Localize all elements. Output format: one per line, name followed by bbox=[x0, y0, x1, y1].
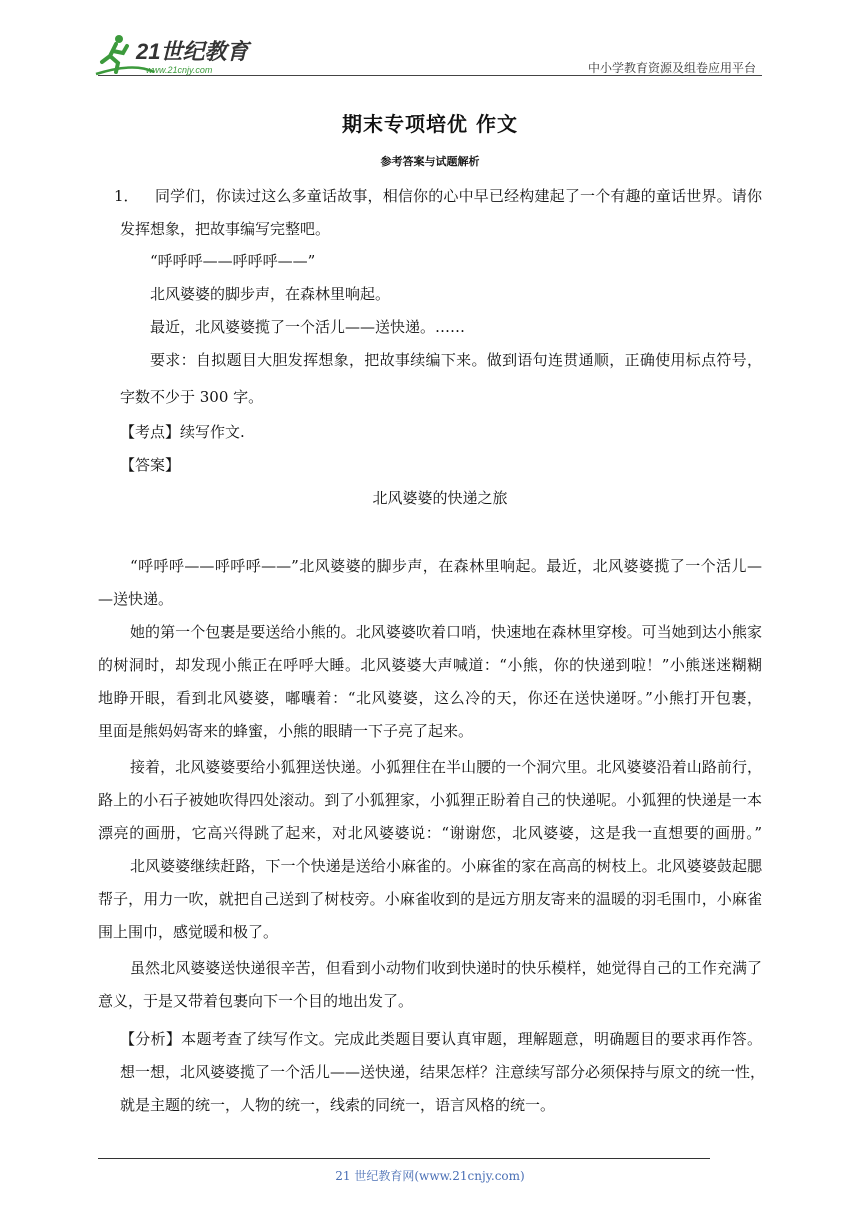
analysis-line bbox=[120, 1029, 762, 1049]
logo-text: 21世纪教育 bbox=[136, 39, 249, 64]
question-line: “呼呼呼——呼呼呼——” bbox=[150, 252, 316, 270]
logo-url: www.21cnjy.com bbox=[146, 65, 213, 75]
essay-line: 意义，于是又带着包裹向下一个目的地出发了。 bbox=[98, 992, 414, 1010]
kaodian-label: 【考点】 bbox=[120, 423, 181, 441]
question-requirement: 要求：自拟题目大胆发挥想象，把故事续编下来。做到语句连贯通顺，正确使用标点符号， bbox=[150, 351, 762, 369]
essay-line: —送快递。 bbox=[98, 590, 174, 608]
answer-label: 【答案】 bbox=[120, 456, 181, 474]
essay-line: 的树洞时，却发现小熊正在呼呼大睡。北风婆婆大声喊道：“小熊，你的快递到啦！”小熊迷迷糊糊 bbox=[98, 656, 762, 674]
essay-line: 帮子，用力一吹，就把自己送到了树枝旁。小麻雀收到的是远方朋友寄来的温暖的羽毛围巾，小麻雀 bbox=[98, 890, 762, 908]
essay-line: 地睁开眼，看到北风婆婆，嘟囔着：“北风婆婆，这么冷的天，你还在送快递呀。”小熊打开包裹， bbox=[98, 689, 762, 707]
question-requirement: 字数不少于 300 字。 bbox=[120, 388, 264, 406]
analysis-label: 【分析】 bbox=[120, 1030, 182, 1048]
analysis-line: 想一想，北风婆婆揽了一个活儿——送快递，结果怎样？注意续写部分必须保持与原文的统一性， bbox=[120, 1063, 766, 1081]
essay-line: 虽然北风婆婆送快递很辛苦，但看到小动物们收到快递时的快乐模样，她觉得自己的工作充满了 bbox=[130, 959, 762, 977]
kaodian-text: 续写作文. bbox=[180, 423, 245, 441]
analysis-text: 本题考查了续写作文。完成此类题目要认真审题，理解题意，明确题目的要求再作答。 bbox=[181, 1030, 762, 1048]
header-platform-name: 中小学教育资源及组卷应用平台 bbox=[587, 61, 756, 75]
essay-line: 路上的小石子被她吹得四处滚动。到了小狐狸家，小狐狸正盼着自己的快递呢。小狐狸的快递是一本 bbox=[98, 791, 762, 809]
footer-divider bbox=[98, 1158, 710, 1159]
essay-line: 她的第一个包裹是要送给小熊的。北风婆婆吹着口哨，快速地在森林里穿梭。可当她到达小熊家 bbox=[130, 623, 762, 641]
essay-line: 围上围巾，感觉暖和极了。 bbox=[98, 923, 279, 941]
question-line: 最近，北风婆婆揽了一个活儿——送快递。…… bbox=[150, 318, 466, 336]
question-number: 1． bbox=[114, 187, 139, 205]
question-line: 发挥想象，把故事编写完整吧。 bbox=[120, 220, 331, 238]
essay-line: 里面是熊妈妈寄来的蜂蜜，小熊的眼睛一下子亮了起来。 bbox=[98, 722, 474, 740]
essay-line: “呼呼呼——呼呼呼——”北风婆婆的脚步声，在森林里响起。最近，北风婆婆揽了一个活儿— bbox=[130, 557, 762, 575]
kaodian-row bbox=[120, 422, 245, 442]
page-subtitle: 参考答案与试题解析 bbox=[380, 155, 480, 168]
analysis-line: 就是主题的统一，人物的统一，线索的同统一，语言风格的统一。 bbox=[120, 1096, 556, 1114]
footer-text: 21 世纪教育网(www.21cnjy.com) bbox=[335, 1169, 525, 1183]
essay-line: 北风婆婆继续赶路，下一个快递是送给小麻雀的。小麻雀的家在高高的树枝上。北风婆婆鼓起腮 bbox=[130, 857, 762, 875]
essay-line: 漂亮的画册，它高兴得跳了起来，对北风婆婆说：“谢谢您，北风婆婆，这是我一直想要的画册。” bbox=[98, 824, 762, 842]
question-line: 同学们，你读过这么多童话故事，相信你的心中早已经构建起了一个有趣的童话世界。请你 bbox=[155, 187, 762, 205]
page-title: 期末专项培优 作文 bbox=[342, 112, 518, 136]
site-logo bbox=[94, 32, 264, 78]
question-line: 北风婆婆的脚步声，在森林里响起。 bbox=[150, 285, 391, 303]
header-divider bbox=[98, 75, 762, 76]
essay-line: 接着，北风婆婆要给小狐狸送快递。小狐狸住在半山腰的一个洞穴里。北风婆婆沿着山路前行， bbox=[130, 758, 762, 776]
essay-title: 北风婆婆的快递之旅 bbox=[372, 489, 508, 507]
